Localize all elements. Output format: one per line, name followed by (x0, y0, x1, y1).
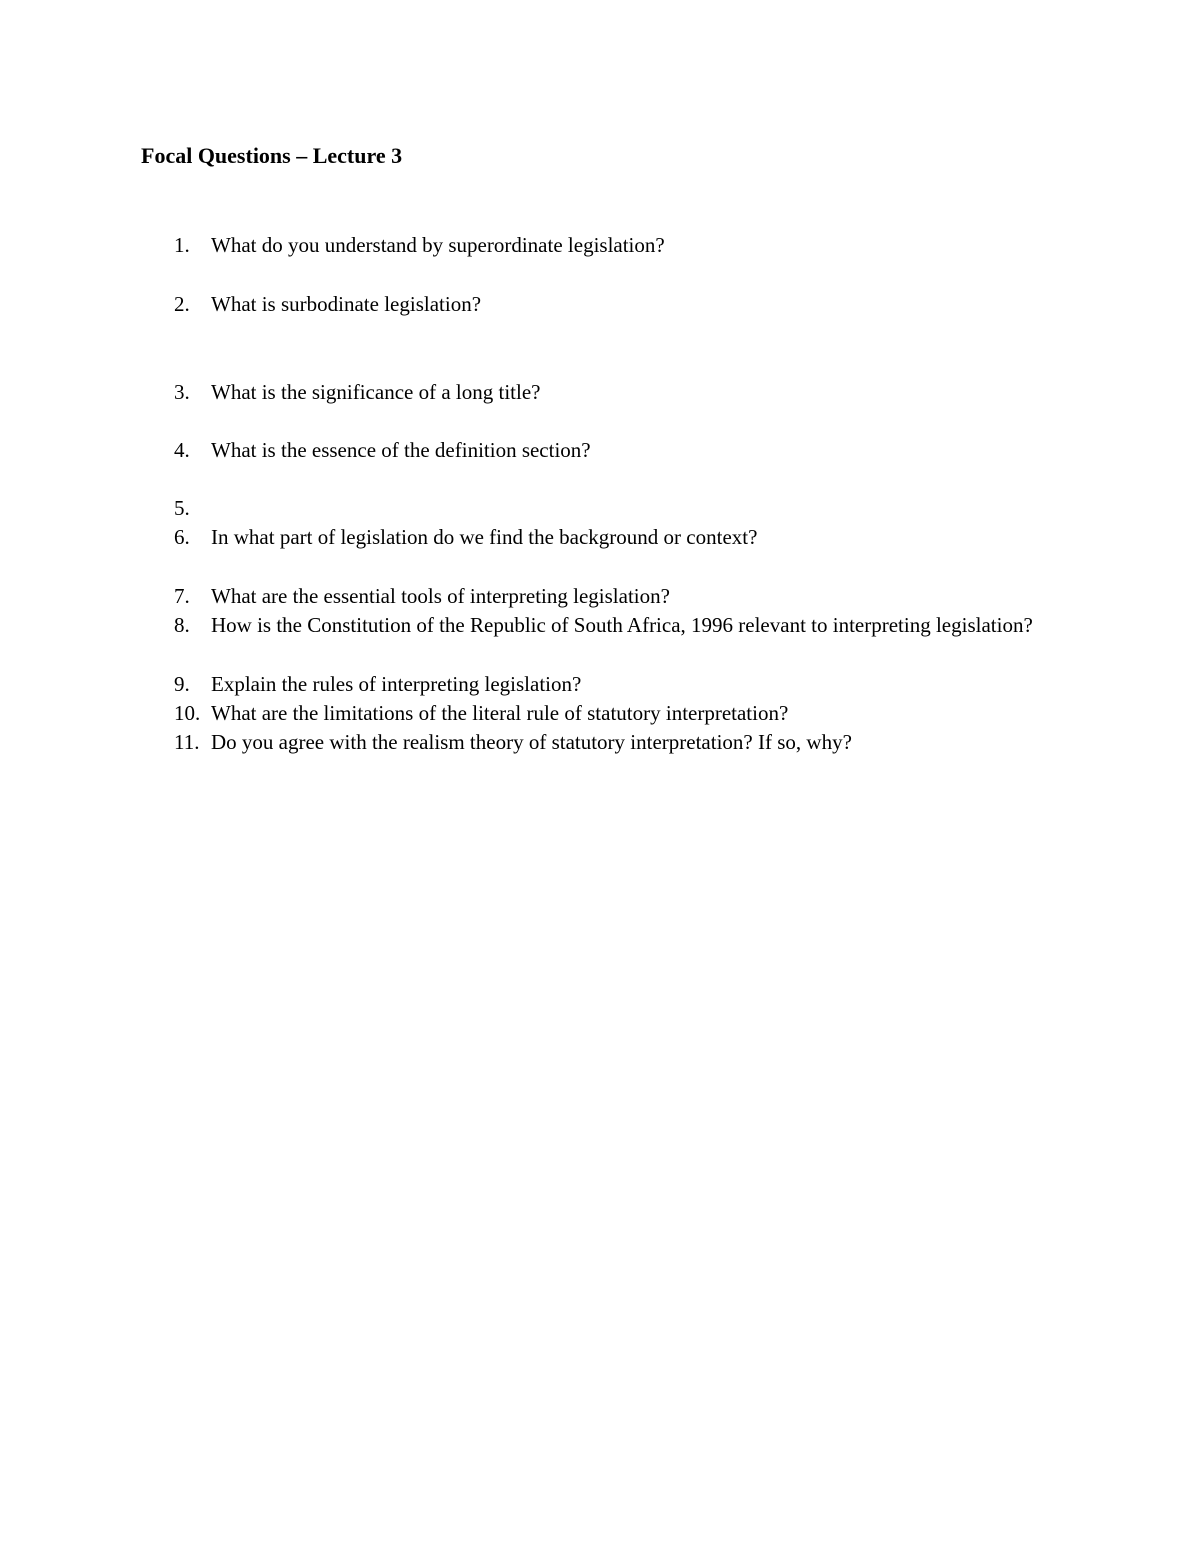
question-text: What are the limitations of the literal rule of statutory interpretation? (211, 701, 789, 725)
question-text: Explain the rules of interpreting legislation? (211, 672, 582, 696)
question-number: 5. (174, 496, 190, 520)
question-text: What do you understand by superordinate legislation? (211, 233, 665, 257)
question-number: 8. (174, 613, 190, 637)
question-number: 11. (174, 730, 200, 754)
question-text: What is the significance of a long title? (211, 380, 541, 404)
question-number: 9. (174, 672, 190, 696)
question-number: 4. (174, 438, 190, 462)
question-text: How is the Constitution of the Republic of South Africa, 1996 relevant to interpreting legislation? (211, 613, 1033, 637)
question-number: 2. (174, 292, 190, 316)
question-number: 1. (174, 233, 190, 257)
question-text: What is surbodinate legislation? (211, 292, 482, 316)
question-number: 6. (174, 525, 190, 549)
question-text: Do you agree with the realism theory of statutory interpretation? If so, why? (211, 730, 852, 754)
question-number: 10. (174, 701, 201, 725)
question-number: 7. (174, 584, 190, 608)
question-text: In what part of legislation do we find the background or context? (211, 525, 758, 549)
question-number: 3. (174, 380, 190, 404)
question-text: What is the essence of the definition section? (211, 438, 591, 462)
question-text: What are the essential tools of interpreting legislation? (211, 584, 670, 608)
document-title: Focal Questions – Lecture 3 (141, 143, 403, 168)
